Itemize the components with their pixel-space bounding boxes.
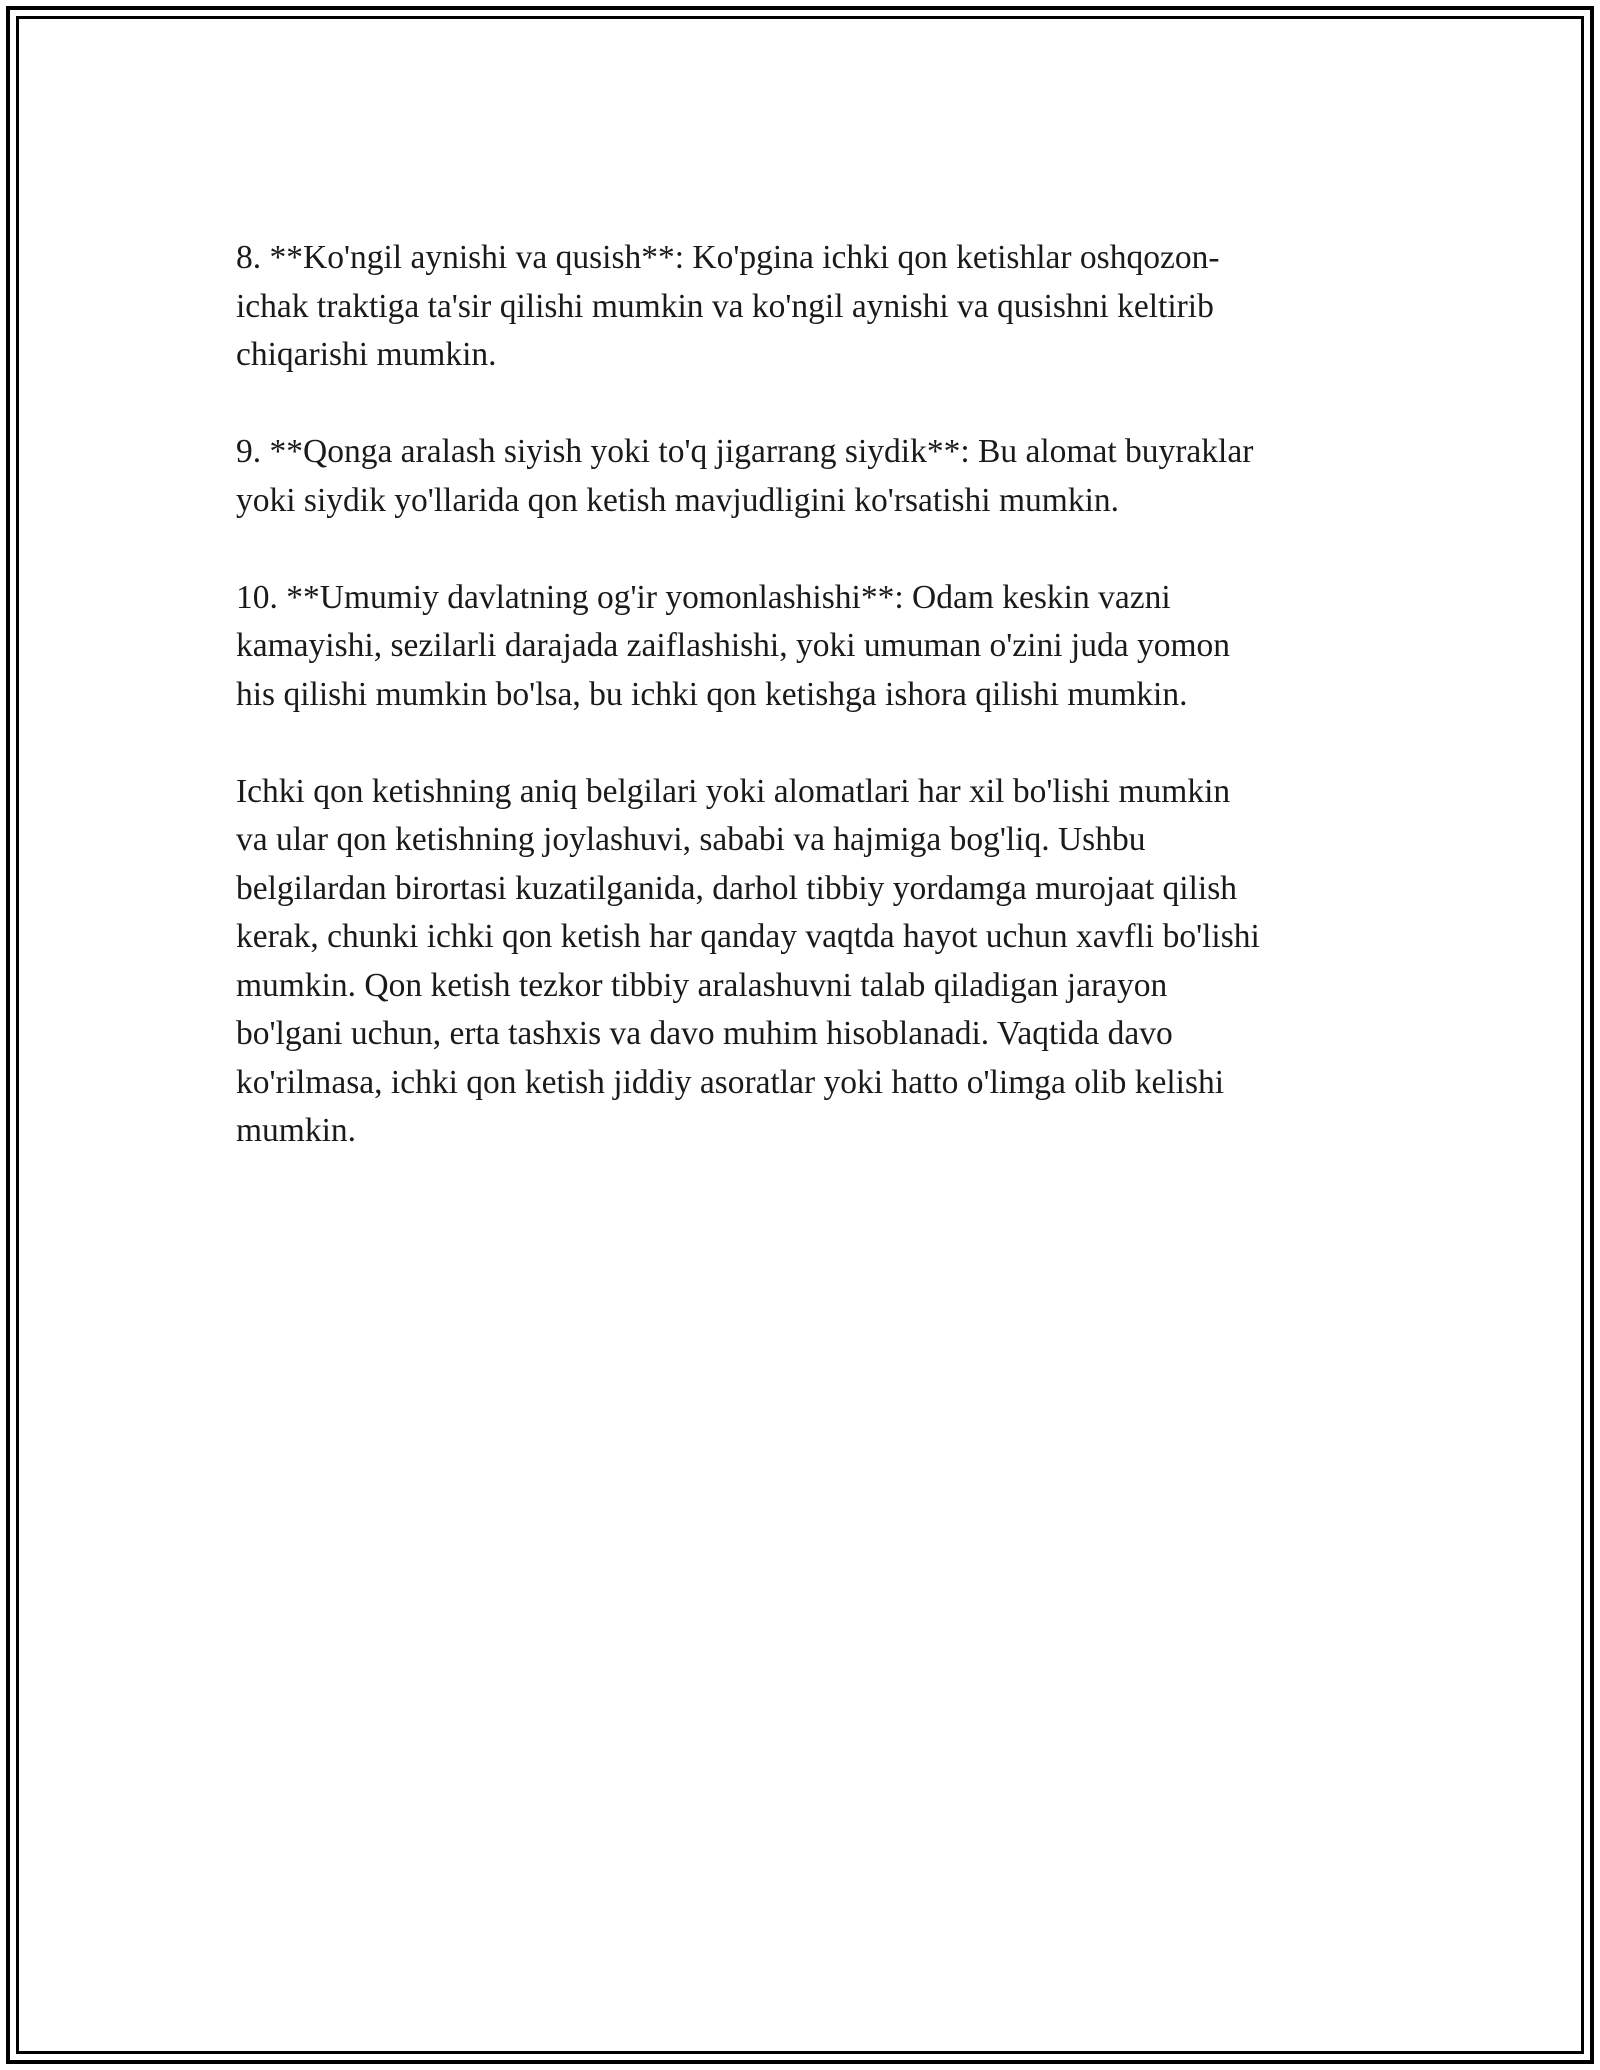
paragraph-line: chiqarishi mumkin.	[236, 336, 497, 373]
paragraph-line: kamayishi, sezilarli darajada zaiflashishi, yoki umuman o'zini juda yomon	[236, 627, 1231, 664]
paragraph-line: bo'lgani uchun, erta tashxis va davo muhim hisoblanadi. Vaqtida davo	[236, 1015, 1173, 1052]
document-body	[236, 234, 1366, 1156]
paragraph-line: belgilardan birortasi kuzatilganida, darhol tibbiy yordamga murojaat qilish	[236, 869, 1238, 907]
paragraph-line: mumkin.	[236, 1112, 357, 1149]
paragraph-conclusion	[236, 768, 1366, 1156]
paragraph-item-10	[236, 574, 1366, 720]
paragraph-item-8	[236, 234, 1366, 380]
paragraph-line: Ichki qon ketishning aniq belgilari yoki alomatlari har xil bo'lishi mumkin	[236, 772, 1231, 810]
paragraph-line: 10. **Umumiy davlatning og'ir yomonlashishi**: Odam keskin vazni	[236, 578, 1171, 616]
paragraph-line: ichak traktiga ta'sir qilishi mumkin va ko'ngil aynishi va qusishni keltirib	[236, 287, 1214, 325]
paragraph-item-9	[236, 428, 1366, 525]
paragraph-line: mumkin. Qon ketish tezkor tibbiy aralashuvni talab qiladigan jarayon	[236, 966, 1168, 1004]
paragraph-line: his qilishi mumkin bo'lsa, bu ichki qon ketishga ishora qilishi mumkin.	[236, 675, 1188, 713]
paragraph-line: kerak, chunki ichki qon ketish har qanday vaqtda hayot uchun xavfli bo'lishi	[236, 918, 1260, 955]
paragraph-line: 8. **Ko'ngil aynishi va qusish**: Ko'pgina ichki qon ketishlar oshqozon-	[236, 239, 1220, 276]
paragraph-line: yoki siydik yo'llarida qon ketish mavjudligini ko'rsatishi mumkin.	[236, 481, 1120, 519]
paragraph-line: 9. **Qonga aralash siyish yoki to'q jigarrang siydik**: Bu alomat buyraklar	[236, 433, 1254, 470]
paragraph-line: ko'rilmasa, ichki qon ketish jiddiy asoratlar yoki hatto o'limga olib kelishi	[236, 1063, 1225, 1101]
paragraph-line: va ular qon ketishning joylashuvi, sababi va hajmiga bog'liq. Ushbu	[236, 821, 1146, 858]
